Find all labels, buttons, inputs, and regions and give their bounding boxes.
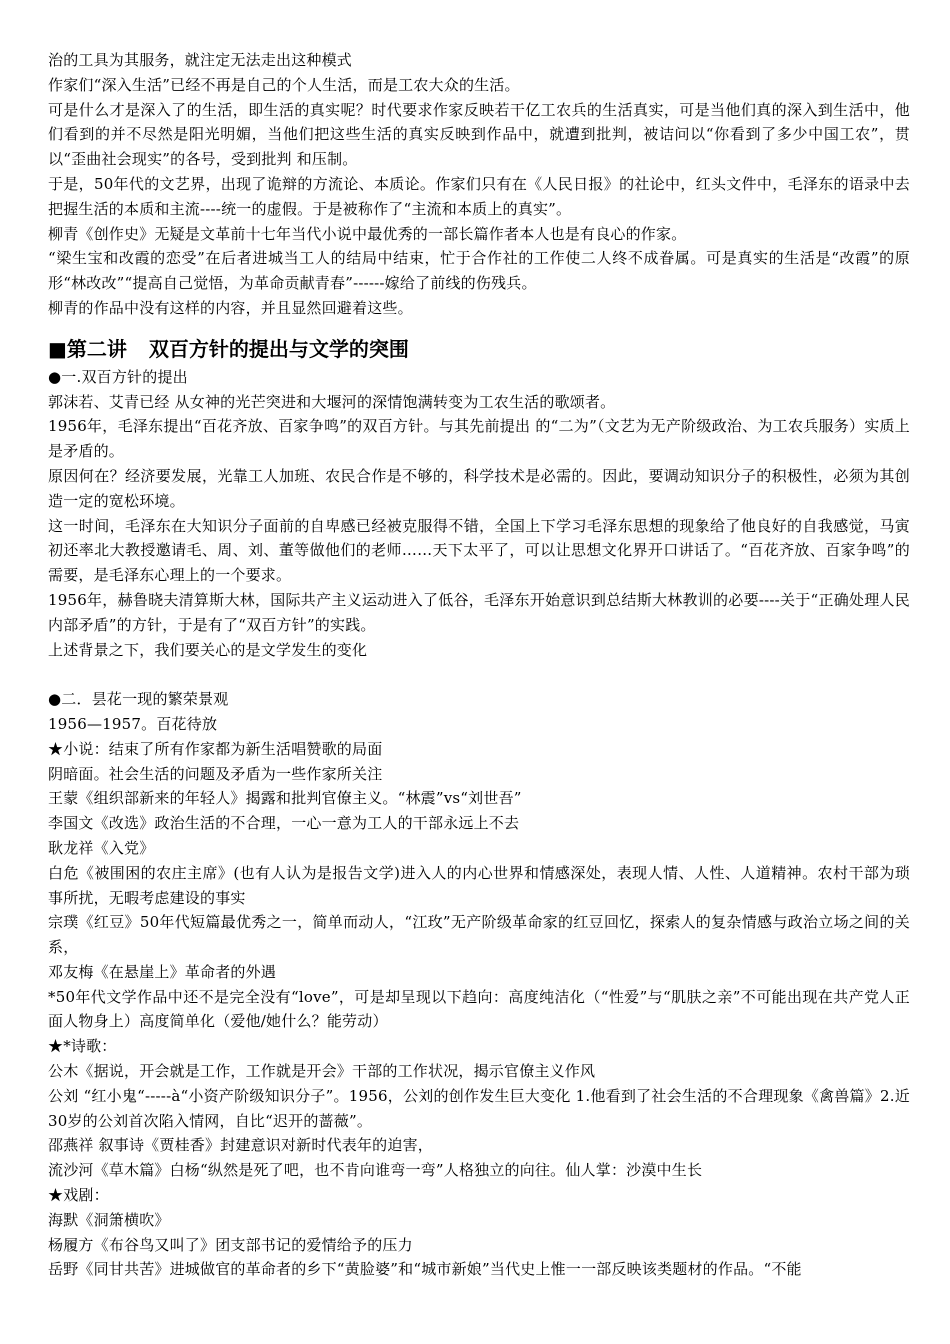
paragraph: 可是什么才是深入了的生活，即生活的真实呢？时代要求作家反映若干亿工农兵的生活真实，可是当他们真的深入到生活中，他们看到的并不尽然是阳光明媚，当他们把这些生活的真实反映到作品中，就遭到批判，被诘问以“你看到了多少中国工农”，贯以“歪曲社会现实”的各号，受到批判 和压制。 bbox=[48, 100, 910, 169]
paragraph: 耿龙祥《入党》 bbox=[48, 838, 155, 857]
paragraph: 邵燕祥 叙事诗《贾桂香》封建意识对新时代表年的迫害， bbox=[48, 1136, 433, 1155]
paragraph: 海默《洞箫横吹》 bbox=[48, 1210, 170, 1229]
paragraph: 杨履方《布谷鸟又叫了》团支部书记的爱情给予的压力 bbox=[48, 1235, 413, 1254]
paragraph: 宗璞《红豆》50年代短篇最优秀之一，简单而动人，“江玫”无产阶级革命家的红豆回忆，探索人的复杂情感与政治立场之间的关系， bbox=[48, 913, 910, 957]
paragraph: 郭沫若、艾青已经 从女神的光芒突进和大堰河的深情饱满转变为工农生活的歌颂者。 bbox=[48, 392, 616, 411]
subheading: ●二．昙花一现的繁荣景观 bbox=[48, 690, 229, 709]
heading-prefix: ■第二讲 bbox=[48, 336, 127, 361]
blank-line bbox=[48, 662, 910, 687]
paragraph: 邓友梅《在悬崖上》革命者的外遇 bbox=[48, 962, 277, 981]
paragraph: 阴暗面。社会生活的问题及矛盾为一些作家所关注 bbox=[48, 764, 383, 783]
subheading: ●一.双百方针的提出 bbox=[48, 367, 188, 386]
paragraph: 上述背景之下，我们要关心的是文学发生的变化 bbox=[48, 640, 368, 659]
paragraph: 于是，50年代的文艺界，出现了诡辩的方流论、本质论。作家们只有在《人民日报》的社论中，红头文件中，毛泽东的语录中去把握生活的本质和主流----统一的虚假。于是被称作了“主流和本质上的真实”。 bbox=[48, 174, 910, 218]
paragraph: 岳野《同甘共苦》进城做官的革命者的乡下“黄脸婆”和“城市新娘”当代史上惟一一部反映该类题材的作品。“不能 bbox=[48, 1260, 802, 1279]
paragraph: 1956年，毛泽东提出“百花齐放、百家争鸣”的双百方针。与其先前提出 的“二为”（文艺为无产阶级政治、为工农兵服务）实质上是矛盾的。 bbox=[48, 417, 910, 461]
paragraph: 公木《据说，开会就是工作，工作就是开会》干部的工作状况，揭示官僚主义作风 bbox=[48, 1062, 596, 1081]
paragraph: 治的工具为其服务，就注定无法走出这种模式 bbox=[48, 51, 353, 69]
section-intro bbox=[48, 48, 910, 321]
paragraph: 流沙河《草木篇》白杨“纵然是死了吧，也不肯向谁弯一弯”人格独立的向往。仙人掌：沙漠中生长 bbox=[48, 1161, 703, 1180]
section-flourishing bbox=[48, 687, 910, 1282]
lecture-heading bbox=[48, 333, 910, 365]
section-double-hundred bbox=[48, 365, 910, 663]
paragraph: “梁生宝和改霞的恋受”在后者进城当工人的结局中结束，忙于合作社的工作使二人终不成眷属。可是真实的生活是“改霞”的原形“林改改”“提高自己觉悟，为革命贡献青春”------嫁给了前线的伤残兵。 bbox=[48, 249, 910, 293]
paragraph: 1956年，赫鲁晓夫清算斯大林，国际共产主义运动进入了低谷，毛泽东开始意识到总结斯大林教训的必要----关于“正确处理人民内部矛盾”的方针，于是有了“双百方针”的实践。 bbox=[48, 590, 910, 634]
paragraph: 原因何在？经济要发展，光靠工人加班、农民合作是不够的，科学技术是必需的。因此，要调动知识分子的积极性，必须为其创造一定的宽松环境。 bbox=[48, 466, 910, 510]
paragraph: 李国文《改选》政治生活的不合理，一心一意为工人的干部永远上不去 bbox=[48, 814, 520, 833]
paragraph: 公刘 “红小鬼“-----à“小资产阶级知识分子”。1956，公刘的创作发生巨大变化 1.他看到了社会生活的不合理现象《禽兽篇》2.近 30岁的公刘首次陷入情网，自比“迟开的蔷薇”。 bbox=[48, 1086, 910, 1130]
paragraph: ★*诗歌： bbox=[48, 1037, 117, 1056]
heading-title: 双百方针的提出与文学的突围 bbox=[148, 336, 409, 361]
paragraph: 王蒙《组织部新来的年轻人》揭露和批判官僚主义。“林震”vs“刘世吾” bbox=[48, 789, 522, 808]
paragraph: ★小说：结束了所有作家都为新生活唱赞歌的局面 bbox=[48, 739, 383, 758]
document-page bbox=[48, 48, 910, 1282]
paragraph: *50年代文学作品中还不是完全没有“love”，可是却呈现以下趋向：高度纯洁化（“性爱”与“肌肤之亲”不可能出现在共产党人正面人物身上）高度简单化（爱他/她什么？能劳动） bbox=[48, 987, 910, 1031]
paragraph: 这一时间，毛泽东在大知识分子面前的自卑感已经被克服得不错，全国上下学习毛泽东思想的现象给了他良好的自我感觉，马寅初还率北大教授邀请毛、周、刘、董等做他们的老师……天下太平了，可以让思想文化界开口讲话了。“百花齐放、百家争鸣”的需要，是毛泽东心理上的一个要求。 bbox=[48, 516, 910, 585]
paragraph: 作家们“深入生活”已经不再是自己的个人生活，而是工农大众的生活。 bbox=[48, 75, 520, 94]
paragraph: 柳青《创作史》无疑是文革前十七年当代小说中最优秀的一部长篇作者本人也是有良心的作家。 bbox=[48, 224, 687, 243]
paragraph: 1956—1957。百花待放 bbox=[48, 714, 218, 733]
paragraph: ★戏剧： bbox=[48, 1186, 109, 1205]
paragraph: 柳青的作品中没有这样的内容，并且显然回避着这些。 bbox=[48, 298, 413, 317]
paragraph: 白危《被围困的农庄主席》(也有人认为是报告文学)进入人的内心世界和情感深处，表现人情、人性、人道精神。农村干部为琐事所扰，无暇考虑建设的事实 bbox=[48, 863, 910, 907]
